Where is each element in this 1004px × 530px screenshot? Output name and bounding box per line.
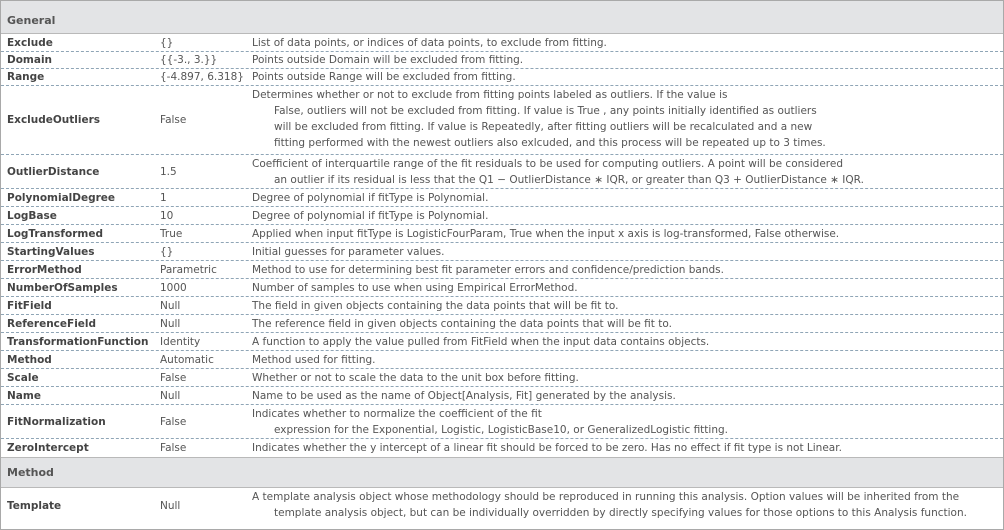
description-line: A template analysis object whose methodology should be reproduced in running this analysis. Option values will be inherited from the <box>252 491 960 503</box>
description-line: Indicates whether the y intercept of a linear fit should be forced to be zero. Has no effect if fit type is not Linear. <box>252 442 842 454</box>
option-description <box>252 369 1003 386</box>
option-name: FitNormalization <box>7 415 106 428</box>
description-line: Whether or not to scale the data to the unit box before fitting. <box>252 371 579 384</box>
option-name: Range <box>7 71 45 83</box>
option-value: Null <box>160 299 181 312</box>
description-line: an outlier if its residual is less that the Q1 − OutlierDistance ∗ IQR, or greater than Q3 + OutlierDistance ∗ IQR. <box>274 174 864 186</box>
option-description <box>252 86 1003 154</box>
section-header-method <box>1 457 1003 488</box>
option-row <box>1 351 1003 369</box>
description-line: Name to be used as the name of Object[Analysis, Fit] generated by the analysis. <box>252 389 676 402</box>
option-row <box>1 279 1003 297</box>
option-value: 1000 <box>160 281 187 294</box>
option-value: 1.5 <box>160 165 177 178</box>
option-name: ExcludeOutliers <box>7 114 101 126</box>
option-value: 1 <box>160 191 167 204</box>
option-value: False <box>160 415 187 428</box>
option-row <box>1 86 1003 155</box>
option-row <box>1 405 1003 439</box>
option-name: ReferenceField <box>7 317 97 330</box>
option-row <box>1 439 1003 457</box>
option-description <box>252 333 1003 350</box>
option-row <box>1 333 1003 351</box>
description-line: template analysis object, but can be individually overridden by directly specifying values for those options to this Analysis function. <box>274 507 967 519</box>
option-value: Null <box>160 389 181 402</box>
description-line: Coefficient of interquartile range of the fit residuals to be used for computing outliers. A point will be considered <box>252 158 844 170</box>
description-line: Method to use for determining best fit parameter errors and confidence/prediction bands. <box>252 263 724 276</box>
option-value: True <box>160 227 183 240</box>
description-line: fitting performed with the newest outliers also exlcuded, and this process will be repeated up to 3 times. <box>274 137 826 149</box>
option-name: Method <box>7 353 52 366</box>
description-line: Applied when input fitType is LogisticFourParam, True when the input x axis is log-transformed, False otherwise. <box>252 227 840 240</box>
option-description <box>252 261 1003 278</box>
option-row <box>1 488 1003 523</box>
description-line: False, outliers will not be excluded from fitting. If value is True , any points initially identified as outliers <box>274 105 817 117</box>
option-description <box>252 387 1003 404</box>
option-row <box>1 189 1003 207</box>
option-value: False <box>160 114 187 126</box>
option-name: NumberOfSamples <box>7 281 118 294</box>
option-description <box>252 155 1003 188</box>
option-description <box>252 69 1003 85</box>
option-value: {} <box>160 36 174 49</box>
option-description <box>252 52 1003 68</box>
option-description <box>252 315 1003 332</box>
option-row <box>1 315 1003 333</box>
option-row <box>1 369 1003 387</box>
description-line: will be excluded from fitting. If value is Repeatedly, after fitting outliers will be recalculated and a new <box>274 121 813 133</box>
option-value: Null <box>160 317 181 330</box>
section-header-general <box>1 1 1003 34</box>
option-name: Name <box>7 389 41 402</box>
option-name: Template <box>7 499 62 512</box>
option-value: False <box>160 442 187 454</box>
option-value: Automatic <box>160 353 214 366</box>
description-line: The field in given objects containing the data points that will be fit to. <box>252 299 619 312</box>
option-description <box>252 225 1003 242</box>
option-row <box>1 52 1003 69</box>
description-line: Initial guesses for parameter values. <box>252 245 445 258</box>
section-rows-method <box>1 488 1003 523</box>
option-row <box>1 243 1003 261</box>
option-description <box>252 34 1003 51</box>
option-value: {-4.897, 6.318} <box>160 71 244 83</box>
option-description <box>252 439 1003 457</box>
description-line: Number of samples to use when using Empirical ErrorMethod. <box>252 281 578 294</box>
option-name: LogTransformed <box>7 227 103 240</box>
option-row <box>1 261 1003 279</box>
option-value: {} <box>160 245 174 258</box>
option-row <box>1 207 1003 225</box>
option-row <box>1 34 1003 52</box>
option-description <box>252 279 1003 296</box>
option-value: Parametric <box>160 263 217 276</box>
description-line: The reference field in given objects containing the data points that will be fit to. <box>252 317 672 330</box>
option-row <box>1 69 1003 86</box>
option-name: PolynomialDegree <box>7 191 116 204</box>
description-line: Degree of polynomial if fitType is Polynomial. <box>252 191 489 204</box>
option-description <box>252 243 1003 260</box>
description-line: expression for the Exponential, Logistic, LogisticBase10, or GeneralizedLogistic fitting. <box>274 424 728 436</box>
option-name: Scale <box>7 371 39 384</box>
option-description <box>252 351 1003 368</box>
description-line: Points outside Domain will be excluded from fitting. <box>252 54 524 66</box>
option-name: Exclude <box>7 36 53 49</box>
description-line: Indicates whether to normalize the coefficient of the fit <box>252 408 542 420</box>
description-line: Determines whether or not to exclude from fitting points labeled as outliers. If the value is <box>252 89 728 101</box>
description-line: Method used for fitting. <box>252 353 376 366</box>
option-row <box>1 297 1003 315</box>
description-line: Points outside Range will be excluded from fitting. <box>252 71 516 83</box>
option-value: {{-3., 3.}} <box>160 54 218 66</box>
description-line: A function to apply the value pulled from FitField when the input data contains objects. <box>252 335 710 348</box>
option-value: Identity <box>160 335 201 348</box>
option-description <box>252 189 1003 206</box>
option-value: False <box>160 371 187 384</box>
section-title: Method <box>7 466 54 479</box>
option-row <box>1 155 1003 189</box>
description-line: Degree of polynomial if fitType is Polynomial. <box>252 209 489 222</box>
option-value: Null <box>160 499 181 512</box>
section-rows-general <box>1 34 1003 457</box>
option-name: Domain <box>7 54 53 66</box>
description-line: List of data points, or indices of data points, to exclude from fitting. <box>252 36 607 49</box>
option-name: StartingValues <box>7 245 95 258</box>
option-name: FitField <box>7 299 52 312</box>
option-name: OutlierDistance <box>7 165 100 178</box>
option-name: ZeroIntercept <box>7 442 89 454</box>
option-name: TransformationFunction <box>7 335 149 348</box>
option-value: 10 <box>160 209 174 222</box>
option-description <box>252 297 1003 314</box>
option-description <box>252 207 1003 224</box>
option-name: ErrorMethod <box>7 263 82 276</box>
option-row <box>1 225 1003 243</box>
option-description <box>252 488 1003 523</box>
option-name: LogBase <box>7 209 57 222</box>
section-title: General <box>7 13 56 27</box>
option-description <box>252 405 1003 438</box>
option-row <box>1 387 1003 405</box>
